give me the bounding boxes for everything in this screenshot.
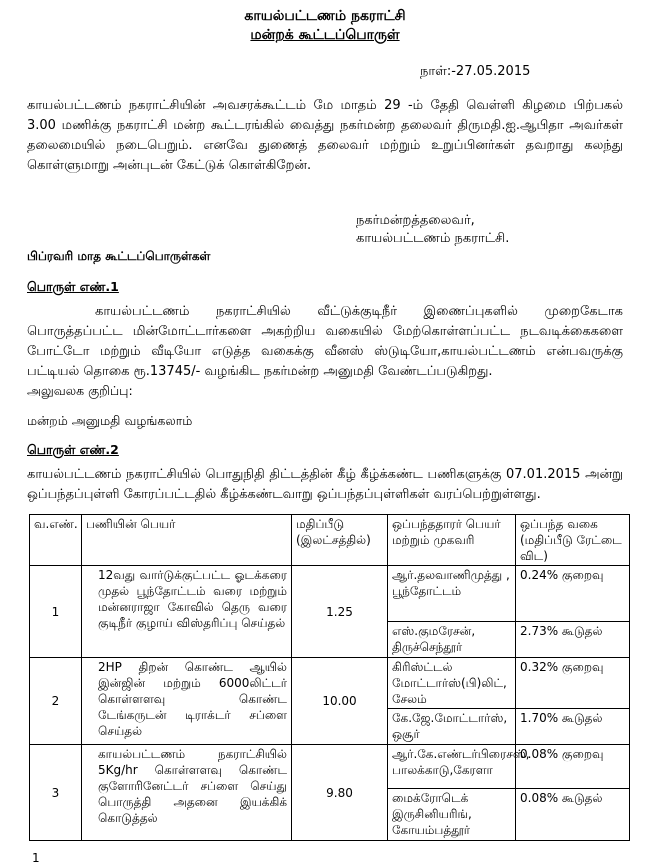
document-subtitle: மன்றக் கூட்டப்பொருள் xyxy=(250,27,400,43)
intro-paragraph: காயல்பட்டணம் நகராட்சியின் அவசரக்கூட்டம் மே மாதம் 29 -ம் தேதி வெள்ளி கிழமை பிற்பகல் 3.00 மணிக்கு நகராட்சி மன்ற கூட்டரங்கில் வைத்து நகர்மன்ற தலைவர் திருமதி.ஐ.ஆபிதா அவர்கள் தலைமையில் நடைபெறும். எனவே துணைத் தலைவர் மற்றும் உறுப்பினர்கள் தவறாது கலந்து கொள்ளுமாறு அன்புடன் கேட்டுக் கொள்கிறேன். xyxy=(27,98,623,173)
cell-rate: 0.08% குறைவு xyxy=(516,745,630,789)
cell-contractor: கே.ஜே.மோட்டார்ஸ், ஒசூர் xyxy=(388,709,516,745)
item1-heading: பொருள் எண்.1 xyxy=(27,279,119,294)
cell-rate: 1.70% கூடுதல் xyxy=(516,709,630,745)
cell-work: 12வது வார்டுக்குட்பட்ட ஓடக்கரை முதல் பூந்தோட்டம் வரை மற்றும் மன்னராஜா கோவில் தெரு வரை குடிநீர் குழாய் விஸ்தரிப்பு செய்தல் xyxy=(82,566,292,658)
item1-body: காயல்பட்டணம் நகராட்சியில் வீட்டுக்குடிநீர் இணைப்புகளில் முறைகேடாக பொருத்தப்பட்ட மின்மோட்டார்களை அகற்றிய வகையில் மேற்கொள்ளப்பட்ட நடவடிக்கைகளை போட்டோ மற்றும் வீடியோ எடுத்த வகைக்கு வீனஸ் ஸ்டுடியோ,காயல்பட்டணம் என்பவருக்கு பட்டியல் தொகை ரூ.13745/- வழங்கிட நகர்மன்ற அனுமதி வேண்டப்படுகிறது. xyxy=(27,304,623,379)
office-note-label: அலுவலக குறிப்பு: xyxy=(27,383,133,398)
header-sn: வ.எண். xyxy=(30,515,82,566)
date-line: நாள்:-27.05.2015 xyxy=(420,64,531,79)
cell-estimate: 10.00 xyxy=(292,658,388,745)
cell-contractor: எஸ்.குமரேசன், திருச்செந்தூர் xyxy=(388,622,516,658)
cell-contractor: கிரிஸ்ட்டல் மோட்டார்ஸ்(பி)லிட், சேலம் xyxy=(388,658,516,709)
table-header-row xyxy=(30,515,630,566)
cell-sn: 3 xyxy=(30,745,82,841)
cell-estimate: 9.80 xyxy=(292,745,388,841)
table-row xyxy=(30,566,630,622)
item2-heading: பொருள் எண்.2 xyxy=(27,442,119,457)
office-note: மன்றம் அனுமதி வழங்கலாம் xyxy=(27,413,193,428)
cell-contractor: ஆர்.கே.எண்டர்பிரைசஸ், பாலக்காடு,கேரளா xyxy=(388,745,516,789)
cell-rate: 2.73% கூடுதல் xyxy=(516,622,630,658)
page-number: 1 xyxy=(32,851,40,865)
cell-rate: 0.24% குறைவு xyxy=(516,566,630,622)
agenda-heading: பிப்ரவரி மாத கூட்டப்பொருள்கள் xyxy=(27,249,211,263)
cell-sn: 1 xyxy=(30,566,82,658)
signature-title: நகர்மன்றத்தலைவர், xyxy=(356,213,475,228)
cell-rate: 0.08% கூடுதல் xyxy=(516,789,630,841)
header-estimate: மதிப்பீடு (இலட்சத்தில்) xyxy=(292,515,388,566)
org-title: காயல்பட்டணம் நகராட்சி xyxy=(244,8,406,24)
item2-body: காயல்பட்டணம் நகராட்சியில் பொதுநிதி திட்டத்தின் கீழ் கீழ்க்கண்ட பணிகளுக்கு 07.01.2015 அன்று ஒப்பந்தப்புள்ளி கோரப்பட்டதில் கீழ்க்கண்டவாறு ஒப்பந்தப்புள்ளிகள் வரப்பெற்றுள்ளது. xyxy=(27,467,623,502)
cell-work: 2HP திறன் கொண்ட ஆயில் இன்ஜின் மற்றும் 6000லிட்டர் கொள்ளளவு கொண்ட டேங்கருடன் டிராக்டர் சப்ளை செய்தல் xyxy=(82,658,292,745)
header-rate: ஒப்பந்த வகை (மதிப்பீடு ரேட்டை விட) xyxy=(516,515,630,566)
cell-sn: 2 xyxy=(30,658,82,745)
cell-work: காயல்பட்டணம் நகராட்சியில் 5Kg/hr கொள்ளளவு கொண்ட குளோரினேட்டர் சப்ளை செய்து பொருத்தி அதனை இயக்கிக் கொடுத்தல் xyxy=(82,745,292,841)
header-work: பணியின் பெயர் xyxy=(82,515,292,566)
signature-org: காயல்பட்டணம் நகராட்சி. xyxy=(356,231,510,246)
cell-rate: 0.32% குறைவு xyxy=(516,658,630,709)
header-contractor: ஒப்பந்ததாரர் பெயர் மற்றும் முகவரி xyxy=(388,515,516,566)
cell-estimate: 1.25 xyxy=(292,566,388,658)
tender-table xyxy=(29,514,630,841)
cell-contractor: ஆர்.தலவாணிமுத்து , பூந்தோட்டம் xyxy=(388,566,516,622)
table-row xyxy=(30,658,630,709)
cell-contractor: மைக்ரோடெக் இருசினியரிங், கோயம்பத்தூர் xyxy=(388,789,516,841)
table-row xyxy=(30,745,630,789)
